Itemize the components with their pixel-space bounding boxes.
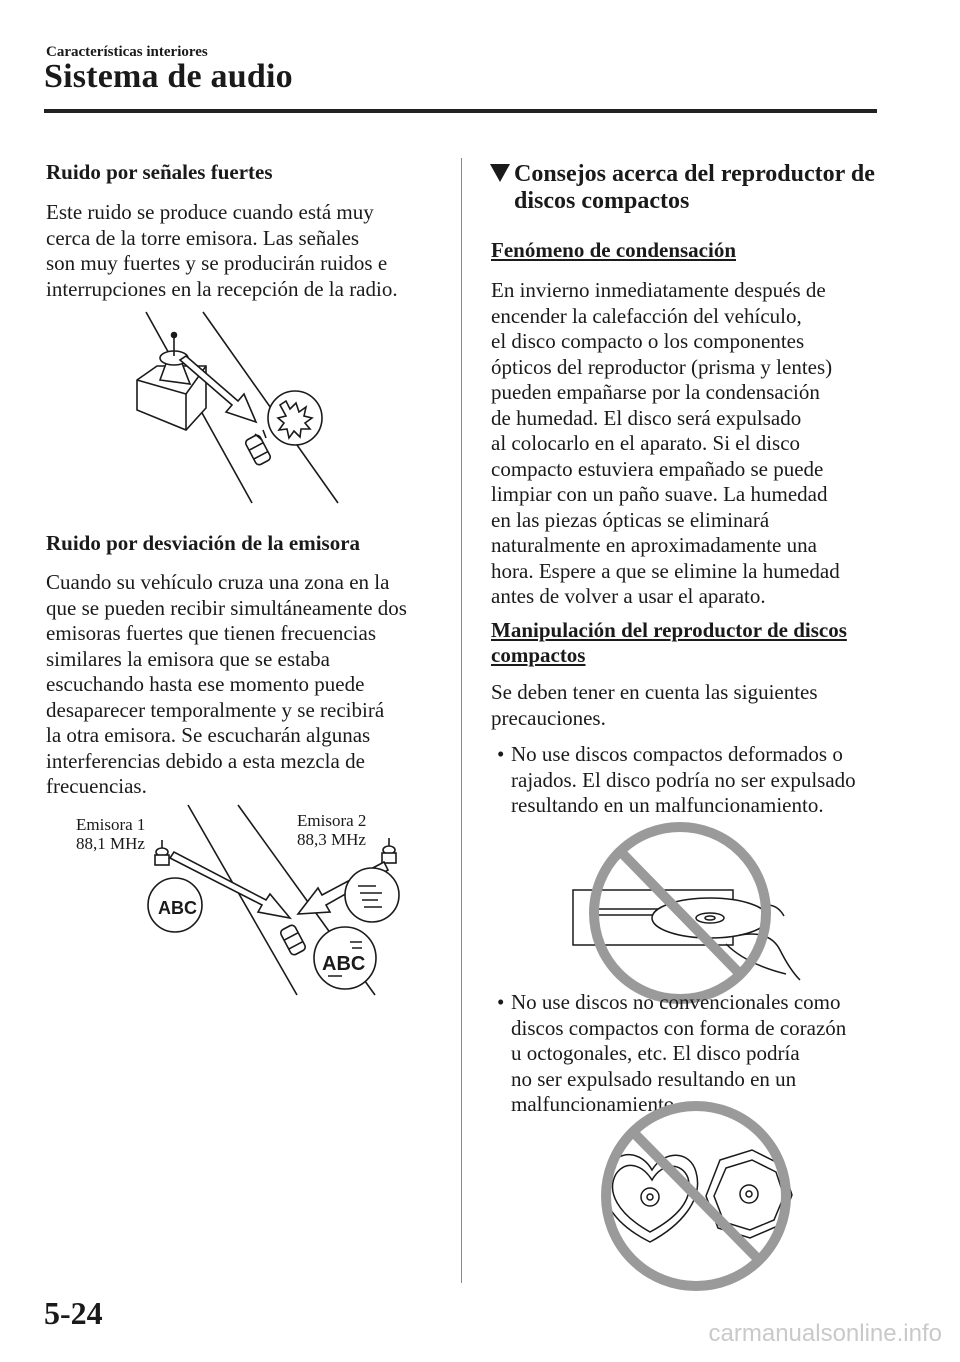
- text-line: frecuencias.: [46, 774, 147, 798]
- station2-name: Emisora 2: [297, 811, 367, 830]
- station1-frequency: 88,1 MHz: [76, 834, 145, 853]
- text-line: hora. Espere a que se elimine la humedad: [491, 558, 840, 583]
- text-line: son muy fuertes y se producirán ruidos e: [46, 251, 388, 275]
- page-title: Sistema de audio: [44, 58, 293, 95]
- text-line: desaparecer temporalmente y se recibirá: [46, 697, 385, 722]
- page-number: 5-24: [44, 1295, 103, 1331]
- text-line: encender la calefacción del vehículo,: [491, 303, 802, 328]
- text-line: rajados. El disco podría no ser expulsado: [511, 767, 856, 792]
- station2-frequency: 88,3 MHz: [297, 830, 366, 849]
- station1-name: Emisora 1: [76, 815, 146, 834]
- subheading-condensation: Fenómeno de condensación: [491, 238, 737, 262]
- text-line: naturalmente en aproximadamente una: [491, 533, 817, 557]
- text-line: u octogonales, etc. El disco podría: [511, 1041, 800, 1065]
- text-line: similares la emisora que se estaba: [46, 646, 330, 671]
- text-line: no ser expulsado resultando en un: [511, 1066, 797, 1091]
- text-line: el disco compacto o los componentes: [491, 329, 805, 353]
- text-line: la otra emisora. Se escucharán algunas: [46, 723, 371, 747]
- text-line: No use discos compactos deformados o: [511, 742, 843, 766]
- heading-station-drift-noise: Ruido por desviación de la emisora: [46, 531, 361, 555]
- heading-line: discos compactos: [514, 188, 690, 214]
- text-line: Se deben tener en cuenta las siguientes: [491, 680, 818, 704]
- subheading-line: compactos: [491, 643, 586, 667]
- text-line: Este ruido se produce cuando está muy: [46, 200, 374, 224]
- bullet-mark: •: [497, 742, 505, 766]
- watermark-url: carmanualsonline.info: [708, 1320, 942, 1347]
- text-line: pueden empañarse por la condensación: [491, 380, 820, 404]
- text-line: malfuncionamiento.: [511, 1092, 680, 1116]
- text-line: cerca de la torre emisora. Las señales: [46, 225, 360, 250]
- heading-strong-signal-noise: Ruido por señales fuertes: [46, 160, 273, 184]
- text-line: discos compactos con forma de corazón: [511, 1015, 847, 1040]
- text-line: Cuando su vehículo cruza una zona en la: [46, 570, 390, 594]
- text-line: limpiar con un paño suave. La humedad: [491, 482, 828, 506]
- subheading-line: Manipulación del reproductor de discos: [491, 618, 847, 642]
- text-line: En invierno inmediatamente después de: [491, 278, 826, 302]
- svg-text:ABC: ABC: [322, 953, 366, 975]
- heading-line: Consejos acerca del reproductor de: [514, 161, 875, 187]
- text-line: precauciones.: [491, 705, 606, 730]
- bullet-mark: •: [497, 990, 505, 1014]
- svg-text:ABC: ABC: [158, 898, 197, 918]
- text-line: No use discos no convencionales como: [511, 990, 841, 1014]
- section-label: Características interiores: [46, 44, 208, 60]
- text-line: al colocarlo en el aparato. Si el disco: [491, 431, 801, 455]
- text-line: escuchando hasta ese momento puede: [46, 672, 365, 696]
- text-line: de humedad. El disco será expulsado: [491, 405, 802, 430]
- text-line: en las piezas ópticas se eliminará: [491, 507, 770, 532]
- text-line: antes de volver a usar el aparato.: [491, 584, 766, 608]
- text-line: interrupciones en la recepción de la radio.: [46, 276, 398, 301]
- text-line: emisoras fuertes que tienen frecuencias: [46, 621, 377, 645]
- text-line: compacto estuviera empañado se puede: [491, 456, 824, 481]
- text-line: resultando en un malfuncionamiento.: [511, 793, 824, 817]
- text-line: ópticos del reproductor (prisma y lentes): [491, 354, 833, 379]
- text-line: que se pueden recibir simultáneamente dos: [46, 595, 407, 620]
- text-line: interferencias debido a esta mezcla de: [46, 748, 365, 773]
